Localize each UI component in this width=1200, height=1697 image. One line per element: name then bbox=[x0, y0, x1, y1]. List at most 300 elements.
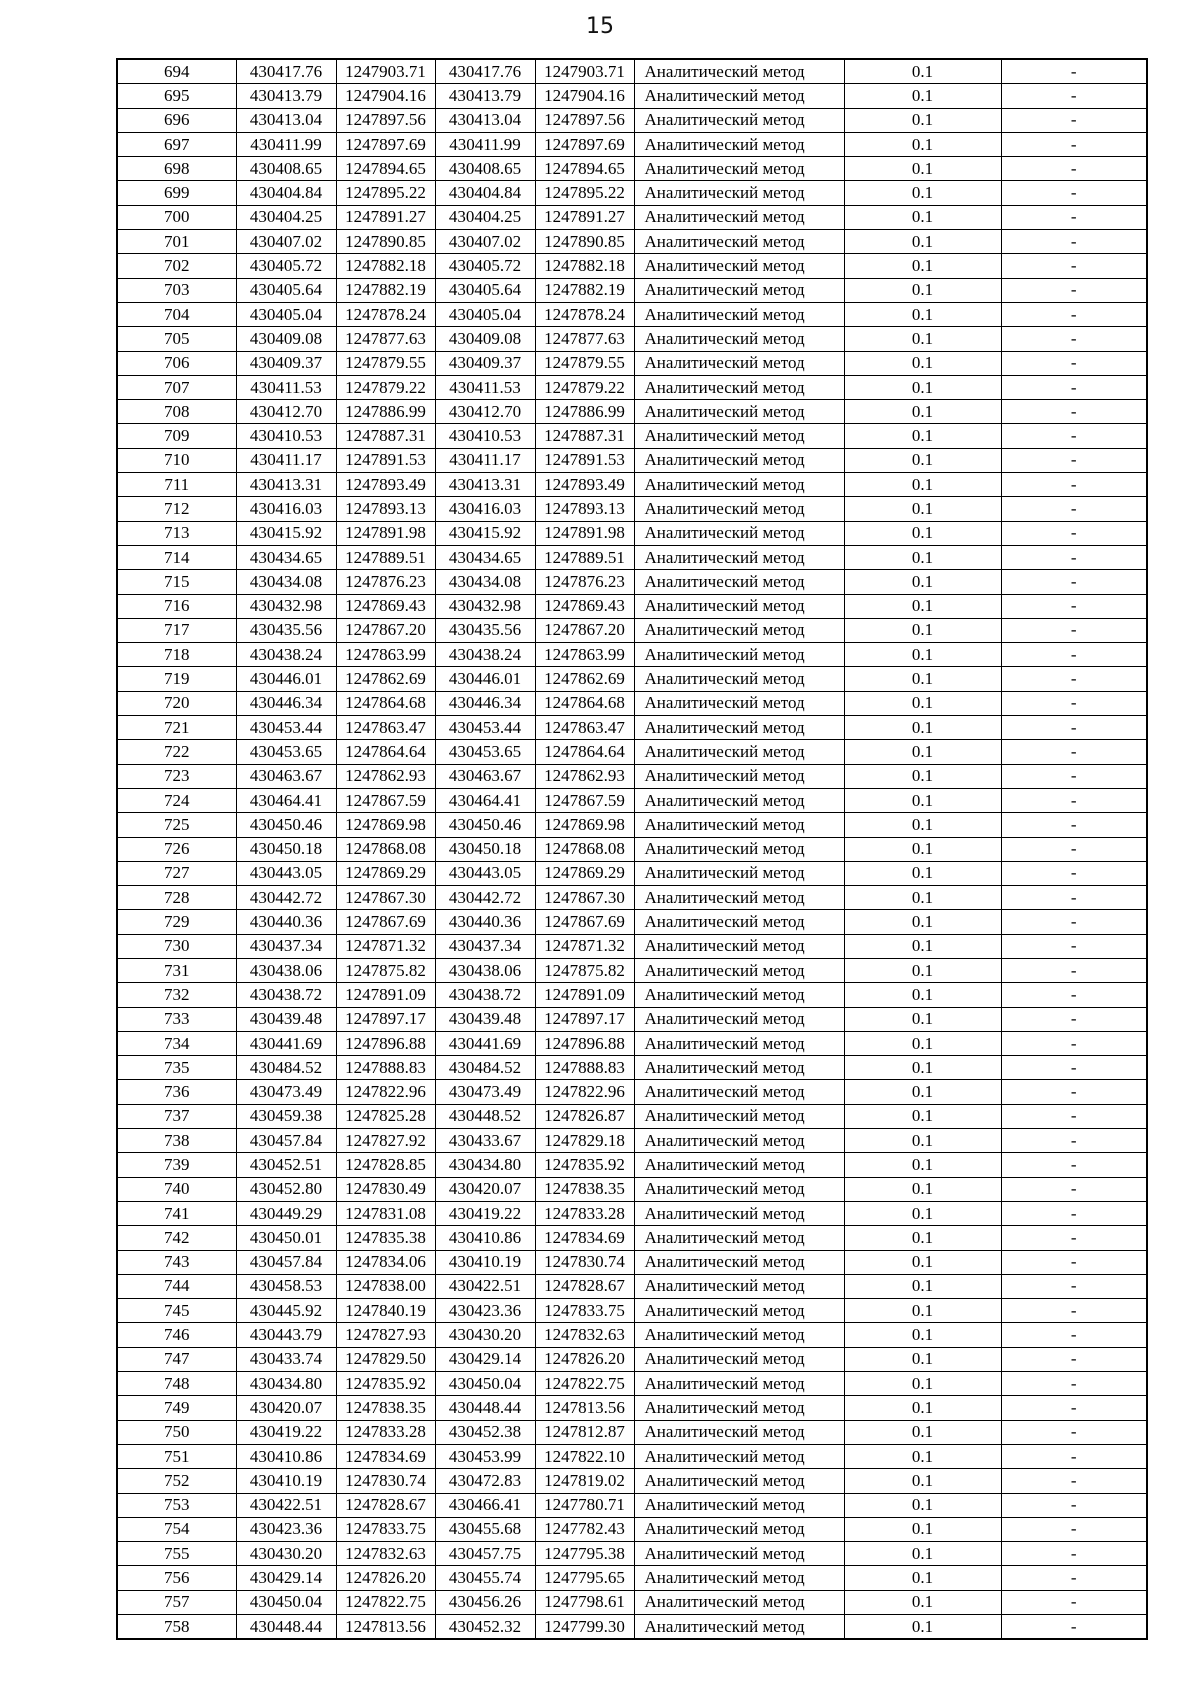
x-existing-cell: 430410.19 bbox=[236, 1469, 336, 1493]
accuracy-cell: 0.1 bbox=[844, 424, 1001, 448]
point-number-cell: 709 bbox=[117, 424, 236, 448]
y-existing-cell: 1247882.19 bbox=[336, 278, 435, 302]
x-new-cell: 430450.04 bbox=[435, 1372, 535, 1396]
y-existing-cell: 1247887.31 bbox=[336, 424, 435, 448]
note-cell: - bbox=[1001, 400, 1147, 424]
note-cell: - bbox=[1001, 934, 1147, 958]
accuracy-cell: 0.1 bbox=[844, 157, 1001, 181]
table-row bbox=[117, 448, 1147, 472]
x-new-cell: 430464.41 bbox=[435, 788, 535, 812]
accuracy-cell: 0.1 bbox=[844, 400, 1001, 424]
y-new-cell: 1247828.67 bbox=[535, 1274, 634, 1298]
y-existing-cell: 1247867.30 bbox=[336, 886, 435, 910]
x-new-cell: 430448.52 bbox=[435, 1104, 535, 1128]
note-cell: - bbox=[1001, 983, 1147, 1007]
y-existing-cell: 1247833.75 bbox=[336, 1517, 435, 1541]
y-new-cell: 1247819.02 bbox=[535, 1469, 634, 1493]
accuracy-cell: 0.1 bbox=[844, 1274, 1001, 1298]
y-existing-cell: 1247835.38 bbox=[336, 1226, 435, 1250]
y-new-cell: 1247830.74 bbox=[535, 1250, 634, 1274]
y-existing-cell: 1247827.92 bbox=[336, 1129, 435, 1153]
x-existing-cell: 430404.84 bbox=[236, 181, 336, 205]
table-row bbox=[117, 667, 1147, 691]
note-cell: - bbox=[1001, 448, 1147, 472]
method-cell: Аналитический метод bbox=[634, 1566, 844, 1590]
y-existing-cell: 1247822.75 bbox=[336, 1590, 435, 1614]
table-row bbox=[117, 59, 1147, 84]
table-row bbox=[117, 1420, 1147, 1444]
y-existing-cell: 1247826.20 bbox=[336, 1566, 435, 1590]
table-row bbox=[117, 1372, 1147, 1396]
point-number-cell: 749 bbox=[117, 1396, 236, 1420]
method-cell: Аналитический метод bbox=[634, 1031, 844, 1055]
x-existing-cell: 430450.01 bbox=[236, 1226, 336, 1250]
table-row bbox=[117, 837, 1147, 861]
table-row bbox=[117, 813, 1147, 837]
accuracy-cell: 0.1 bbox=[844, 181, 1001, 205]
accuracy-cell: 0.1 bbox=[844, 497, 1001, 521]
accuracy-cell: 0.1 bbox=[844, 1129, 1001, 1153]
note-cell: - bbox=[1001, 1153, 1147, 1177]
table-row bbox=[117, 570, 1147, 594]
y-existing-cell: 1247867.20 bbox=[336, 618, 435, 642]
method-cell: Аналитический метод bbox=[634, 157, 844, 181]
method-cell: Аналитический метод bbox=[634, 375, 844, 399]
x-new-cell: 430423.36 bbox=[435, 1299, 535, 1323]
point-number-cell: 727 bbox=[117, 861, 236, 885]
accuracy-cell: 0.1 bbox=[844, 813, 1001, 837]
table-row bbox=[117, 1104, 1147, 1128]
x-existing-cell: 430413.31 bbox=[236, 473, 336, 497]
method-cell: Аналитический метод bbox=[634, 1007, 844, 1031]
method-cell: Аналитический метод bbox=[634, 351, 844, 375]
note-cell: - bbox=[1001, 1590, 1147, 1614]
x-existing-cell: 430464.41 bbox=[236, 788, 336, 812]
accuracy-cell: 0.1 bbox=[844, 1372, 1001, 1396]
accuracy-cell: 0.1 bbox=[844, 254, 1001, 278]
point-number-cell: 750 bbox=[117, 1420, 236, 1444]
x-new-cell: 430433.67 bbox=[435, 1129, 535, 1153]
table-row bbox=[117, 1566, 1147, 1590]
note-cell: - bbox=[1001, 278, 1147, 302]
accuracy-cell: 0.1 bbox=[844, 788, 1001, 812]
y-existing-cell: 1247829.50 bbox=[336, 1347, 435, 1371]
point-number-cell: 745 bbox=[117, 1299, 236, 1323]
x-existing-cell: 430443.79 bbox=[236, 1323, 336, 1347]
table-row bbox=[117, 375, 1147, 399]
x-new-cell: 430409.08 bbox=[435, 327, 535, 351]
accuracy-cell: 0.1 bbox=[844, 108, 1001, 132]
point-number-cell: 737 bbox=[117, 1104, 236, 1128]
y-new-cell: 1247895.22 bbox=[535, 181, 634, 205]
point-number-cell: 721 bbox=[117, 716, 236, 740]
point-number-cell: 726 bbox=[117, 837, 236, 861]
point-number-cell: 708 bbox=[117, 400, 236, 424]
note-cell: - bbox=[1001, 59, 1147, 84]
note-cell: - bbox=[1001, 594, 1147, 618]
x-new-cell: 430440.36 bbox=[435, 910, 535, 934]
point-number-cell: 755 bbox=[117, 1542, 236, 1566]
method-cell: Аналитический метод bbox=[634, 570, 844, 594]
y-existing-cell: 1247828.67 bbox=[336, 1493, 435, 1517]
y-new-cell: 1247867.20 bbox=[535, 618, 634, 642]
y-new-cell: 1247838.35 bbox=[535, 1177, 634, 1201]
note-cell: - bbox=[1001, 473, 1147, 497]
method-cell: Аналитический метод bbox=[634, 594, 844, 618]
point-number-cell: 694 bbox=[117, 59, 236, 84]
table-row bbox=[117, 983, 1147, 1007]
x-new-cell: 430434.80 bbox=[435, 1153, 535, 1177]
method-cell: Аналитический метод bbox=[634, 910, 844, 934]
y-existing-cell: 1247897.69 bbox=[336, 132, 435, 156]
y-existing-cell: 1247867.69 bbox=[336, 910, 435, 934]
x-existing-cell: 430439.48 bbox=[236, 1007, 336, 1031]
accuracy-cell: 0.1 bbox=[844, 643, 1001, 667]
table-row bbox=[117, 497, 1147, 521]
accuracy-cell: 0.1 bbox=[844, 1056, 1001, 1080]
table-row bbox=[117, 1517, 1147, 1541]
x-new-cell: 430438.24 bbox=[435, 643, 535, 667]
y-existing-cell: 1247871.32 bbox=[336, 934, 435, 958]
x-new-cell: 430466.41 bbox=[435, 1493, 535, 1517]
note-cell: - bbox=[1001, 1396, 1147, 1420]
table-row bbox=[117, 157, 1147, 181]
x-new-cell: 430453.99 bbox=[435, 1444, 535, 1468]
y-existing-cell: 1247863.99 bbox=[336, 643, 435, 667]
x-existing-cell: 430453.44 bbox=[236, 716, 336, 740]
y-existing-cell: 1247869.43 bbox=[336, 594, 435, 618]
y-new-cell: 1247879.55 bbox=[535, 351, 634, 375]
x-existing-cell: 430404.25 bbox=[236, 205, 336, 229]
point-number-cell: 697 bbox=[117, 132, 236, 156]
method-cell: Аналитический метод bbox=[634, 958, 844, 982]
y-existing-cell: 1247903.71 bbox=[336, 59, 435, 84]
y-existing-cell: 1247875.82 bbox=[336, 958, 435, 982]
method-cell: Аналитический метод bbox=[634, 934, 844, 958]
y-new-cell: 1247896.88 bbox=[535, 1031, 634, 1055]
method-cell: Аналитический метод bbox=[634, 132, 844, 156]
point-number-cell: 729 bbox=[117, 910, 236, 934]
x-existing-cell: 430446.34 bbox=[236, 691, 336, 715]
accuracy-cell: 0.1 bbox=[844, 618, 1001, 642]
accuracy-cell: 0.1 bbox=[844, 1153, 1001, 1177]
note-cell: - bbox=[1001, 230, 1147, 254]
note-cell: - bbox=[1001, 351, 1147, 375]
method-cell: Аналитический метод bbox=[634, 497, 844, 521]
table-row bbox=[117, 1226, 1147, 1250]
point-number-cell: 712 bbox=[117, 497, 236, 521]
table-row bbox=[117, 254, 1147, 278]
point-number-cell: 702 bbox=[117, 254, 236, 278]
method-cell: Аналитический метод bbox=[634, 254, 844, 278]
method-cell: Аналитический метод bbox=[634, 1129, 844, 1153]
note-cell: - bbox=[1001, 521, 1147, 545]
accuracy-cell: 0.1 bbox=[844, 545, 1001, 569]
accuracy-cell: 0.1 bbox=[844, 302, 1001, 326]
method-cell: Аналитический метод bbox=[634, 181, 844, 205]
accuracy-cell: 0.1 bbox=[844, 570, 1001, 594]
x-existing-cell: 430458.53 bbox=[236, 1274, 336, 1298]
x-existing-cell: 430452.51 bbox=[236, 1153, 336, 1177]
x-new-cell: 430432.98 bbox=[435, 594, 535, 618]
method-cell: Аналитический метод bbox=[634, 837, 844, 861]
y-new-cell: 1247863.47 bbox=[535, 716, 634, 740]
x-existing-cell: 430435.56 bbox=[236, 618, 336, 642]
y-existing-cell: 1247891.98 bbox=[336, 521, 435, 545]
accuracy-cell: 0.1 bbox=[844, 934, 1001, 958]
y-new-cell: 1247886.99 bbox=[535, 400, 634, 424]
table-row bbox=[117, 302, 1147, 326]
y-existing-cell: 1247831.08 bbox=[336, 1201, 435, 1225]
x-new-cell: 430438.72 bbox=[435, 983, 535, 1007]
note-cell: - bbox=[1001, 545, 1147, 569]
x-existing-cell: 430409.08 bbox=[236, 327, 336, 351]
y-new-cell: 1247897.69 bbox=[535, 132, 634, 156]
point-number-cell: 739 bbox=[117, 1153, 236, 1177]
y-existing-cell: 1247862.93 bbox=[336, 764, 435, 788]
y-existing-cell: 1247886.99 bbox=[336, 400, 435, 424]
x-new-cell: 430441.69 bbox=[435, 1031, 535, 1055]
x-existing-cell: 430432.98 bbox=[236, 594, 336, 618]
x-new-cell: 430438.06 bbox=[435, 958, 535, 982]
x-existing-cell: 430452.80 bbox=[236, 1177, 336, 1201]
y-existing-cell: 1247867.59 bbox=[336, 788, 435, 812]
note-cell: - bbox=[1001, 132, 1147, 156]
x-existing-cell: 430473.49 bbox=[236, 1080, 336, 1104]
table-row bbox=[117, 1177, 1147, 1201]
accuracy-cell: 0.1 bbox=[844, 861, 1001, 885]
accuracy-cell: 0.1 bbox=[844, 1323, 1001, 1347]
x-existing-cell: 430434.08 bbox=[236, 570, 336, 594]
point-number-cell: 742 bbox=[117, 1226, 236, 1250]
page-number: 15 bbox=[586, 14, 614, 39]
accuracy-cell: 0.1 bbox=[844, 59, 1001, 84]
table-row bbox=[117, 545, 1147, 569]
x-existing-cell: 430441.69 bbox=[236, 1031, 336, 1055]
x-new-cell: 430457.75 bbox=[435, 1542, 535, 1566]
y-existing-cell: 1247896.88 bbox=[336, 1031, 435, 1055]
y-new-cell: 1247862.93 bbox=[535, 764, 634, 788]
table-row bbox=[117, 1129, 1147, 1153]
point-number-cell: 718 bbox=[117, 643, 236, 667]
y-new-cell: 1247833.75 bbox=[535, 1299, 634, 1323]
accuracy-cell: 0.1 bbox=[844, 1201, 1001, 1225]
table-row bbox=[117, 788, 1147, 812]
y-new-cell: 1247887.31 bbox=[535, 424, 634, 448]
method-cell: Аналитический метод bbox=[634, 1444, 844, 1468]
table-row bbox=[117, 643, 1147, 667]
point-number-cell: 753 bbox=[117, 1493, 236, 1517]
y-existing-cell: 1247838.00 bbox=[336, 1274, 435, 1298]
note-cell: - bbox=[1001, 1469, 1147, 1493]
method-cell: Аналитический метод bbox=[634, 302, 844, 326]
accuracy-cell: 0.1 bbox=[844, 1031, 1001, 1055]
y-existing-cell: 1247830.74 bbox=[336, 1469, 435, 1493]
x-new-cell: 430455.74 bbox=[435, 1566, 535, 1590]
method-cell: Аналитический метод bbox=[634, 1226, 844, 1250]
table-row bbox=[117, 764, 1147, 788]
y-new-cell: 1247826.20 bbox=[535, 1347, 634, 1371]
y-existing-cell: 1247825.28 bbox=[336, 1104, 435, 1128]
method-cell: Аналитический метод bbox=[634, 448, 844, 472]
accuracy-cell: 0.1 bbox=[844, 1493, 1001, 1517]
table-row bbox=[117, 1031, 1147, 1055]
table-row bbox=[117, 1493, 1147, 1517]
method-cell: Аналитический метод bbox=[634, 983, 844, 1007]
x-new-cell: 430405.04 bbox=[435, 302, 535, 326]
table-row bbox=[117, 400, 1147, 424]
note-cell: - bbox=[1001, 1517, 1147, 1541]
x-existing-cell: 430463.67 bbox=[236, 764, 336, 788]
accuracy-cell: 0.1 bbox=[844, 1396, 1001, 1420]
note-cell: - bbox=[1001, 1104, 1147, 1128]
accuracy-cell: 0.1 bbox=[844, 473, 1001, 497]
x-existing-cell: 430453.65 bbox=[236, 740, 336, 764]
x-existing-cell: 430438.72 bbox=[236, 983, 336, 1007]
point-number-cell: 700 bbox=[117, 205, 236, 229]
x-new-cell: 430417.76 bbox=[435, 59, 535, 84]
accuracy-cell: 0.1 bbox=[844, 740, 1001, 764]
method-cell: Аналитический метод bbox=[634, 1299, 844, 1323]
table-row bbox=[117, 934, 1147, 958]
method-cell: Аналитический метод bbox=[634, 521, 844, 545]
x-new-cell: 430434.65 bbox=[435, 545, 535, 569]
accuracy-cell: 0.1 bbox=[844, 1007, 1001, 1031]
point-number-cell: 716 bbox=[117, 594, 236, 618]
table-row bbox=[117, 473, 1147, 497]
accuracy-cell: 0.1 bbox=[844, 1299, 1001, 1323]
accuracy-cell: 0.1 bbox=[844, 667, 1001, 691]
method-cell: Аналитический метод bbox=[634, 1615, 844, 1640]
y-existing-cell: 1247813.56 bbox=[336, 1615, 435, 1640]
table-row bbox=[117, 618, 1147, 642]
x-existing-cell: 430433.74 bbox=[236, 1347, 336, 1371]
accuracy-cell: 0.1 bbox=[844, 327, 1001, 351]
method-cell: Аналитический метод bbox=[634, 788, 844, 812]
note-cell: - bbox=[1001, 691, 1147, 715]
y-existing-cell: 1247897.17 bbox=[336, 1007, 435, 1031]
x-existing-cell: 430443.05 bbox=[236, 861, 336, 885]
method-cell: Аналитический метод bbox=[634, 716, 844, 740]
y-existing-cell: 1247869.98 bbox=[336, 813, 435, 837]
y-existing-cell: 1247862.69 bbox=[336, 667, 435, 691]
x-existing-cell: 430457.84 bbox=[236, 1129, 336, 1153]
point-number-cell: 696 bbox=[117, 108, 236, 132]
note-cell: - bbox=[1001, 1177, 1147, 1201]
point-number-cell: 701 bbox=[117, 230, 236, 254]
point-number-cell: 728 bbox=[117, 886, 236, 910]
x-existing-cell: 430484.52 bbox=[236, 1056, 336, 1080]
x-existing-cell: 430413.04 bbox=[236, 108, 336, 132]
x-existing-cell: 430420.07 bbox=[236, 1396, 336, 1420]
y-existing-cell: 1247891.27 bbox=[336, 205, 435, 229]
y-new-cell: 1247897.56 bbox=[535, 108, 634, 132]
method-cell: Аналитический метод bbox=[634, 1590, 844, 1614]
x-new-cell: 430455.68 bbox=[435, 1517, 535, 1541]
x-new-cell: 430439.48 bbox=[435, 1007, 535, 1031]
table-row bbox=[117, 84, 1147, 108]
x-new-cell: 430412.70 bbox=[435, 400, 535, 424]
point-number-cell: 732 bbox=[117, 983, 236, 1007]
y-new-cell: 1247893.13 bbox=[535, 497, 634, 521]
method-cell: Аналитический метод bbox=[634, 1274, 844, 1298]
y-new-cell: 1247864.68 bbox=[535, 691, 634, 715]
x-existing-cell: 430442.72 bbox=[236, 886, 336, 910]
note-cell: - bbox=[1001, 1347, 1147, 1371]
x-existing-cell: 430411.99 bbox=[236, 132, 336, 156]
note-cell: - bbox=[1001, 302, 1147, 326]
y-existing-cell: 1247888.83 bbox=[336, 1056, 435, 1080]
table-row bbox=[117, 1323, 1147, 1347]
x-new-cell: 430413.31 bbox=[435, 473, 535, 497]
table-row bbox=[117, 740, 1147, 764]
y-existing-cell: 1247878.24 bbox=[336, 302, 435, 326]
table-row bbox=[117, 1201, 1147, 1225]
point-number-cell: 707 bbox=[117, 375, 236, 399]
y-new-cell: 1247875.82 bbox=[535, 958, 634, 982]
y-new-cell: 1247897.17 bbox=[535, 1007, 634, 1031]
x-existing-cell: 430411.53 bbox=[236, 375, 336, 399]
note-cell: - bbox=[1001, 1372, 1147, 1396]
table-row bbox=[117, 691, 1147, 715]
y-new-cell: 1247795.65 bbox=[535, 1566, 634, 1590]
note-cell: - bbox=[1001, 618, 1147, 642]
point-number-cell: 731 bbox=[117, 958, 236, 982]
x-new-cell: 430420.07 bbox=[435, 1177, 535, 1201]
x-existing-cell: 430411.17 bbox=[236, 448, 336, 472]
accuracy-cell: 0.1 bbox=[844, 1590, 1001, 1614]
x-new-cell: 430413.79 bbox=[435, 84, 535, 108]
note-cell: - bbox=[1001, 1444, 1147, 1468]
point-number-cell: 736 bbox=[117, 1080, 236, 1104]
point-number-cell: 741 bbox=[117, 1201, 236, 1225]
note-cell: - bbox=[1001, 108, 1147, 132]
x-new-cell: 430405.72 bbox=[435, 254, 535, 278]
method-cell: Аналитический метод bbox=[634, 1080, 844, 1104]
x-new-cell: 430442.72 bbox=[435, 886, 535, 910]
x-new-cell: 430472.83 bbox=[435, 1469, 535, 1493]
x-new-cell: 430435.56 bbox=[435, 618, 535, 642]
method-cell: Аналитический метод bbox=[634, 1469, 844, 1493]
y-new-cell: 1247891.53 bbox=[535, 448, 634, 472]
note-cell: - bbox=[1001, 1420, 1147, 1444]
point-number-cell: 747 bbox=[117, 1347, 236, 1371]
point-number-cell: 720 bbox=[117, 691, 236, 715]
y-new-cell: 1247782.43 bbox=[535, 1517, 634, 1541]
point-number-cell: 723 bbox=[117, 764, 236, 788]
method-cell: Аналитический метод bbox=[634, 740, 844, 764]
note-cell: - bbox=[1001, 205, 1147, 229]
y-new-cell: 1247862.69 bbox=[535, 667, 634, 691]
method-cell: Аналитический метод bbox=[634, 84, 844, 108]
y-existing-cell: 1247894.65 bbox=[336, 157, 435, 181]
note-cell: - bbox=[1001, 254, 1147, 278]
x-existing-cell: 430416.03 bbox=[236, 497, 336, 521]
y-new-cell: 1247867.59 bbox=[535, 788, 634, 812]
method-cell: Аналитический метод bbox=[634, 545, 844, 569]
y-existing-cell: 1247864.68 bbox=[336, 691, 435, 715]
note-cell: - bbox=[1001, 1201, 1147, 1225]
y-existing-cell: 1247828.85 bbox=[336, 1153, 435, 1177]
point-number-cell: 710 bbox=[117, 448, 236, 472]
method-cell: Аналитический метод bbox=[634, 643, 844, 667]
point-number-cell: 704 bbox=[117, 302, 236, 326]
x-new-cell: 430416.03 bbox=[435, 497, 535, 521]
table-row bbox=[117, 1444, 1147, 1468]
x-new-cell: 430415.92 bbox=[435, 521, 535, 545]
point-number-cell: 719 bbox=[117, 667, 236, 691]
x-existing-cell: 430405.72 bbox=[236, 254, 336, 278]
